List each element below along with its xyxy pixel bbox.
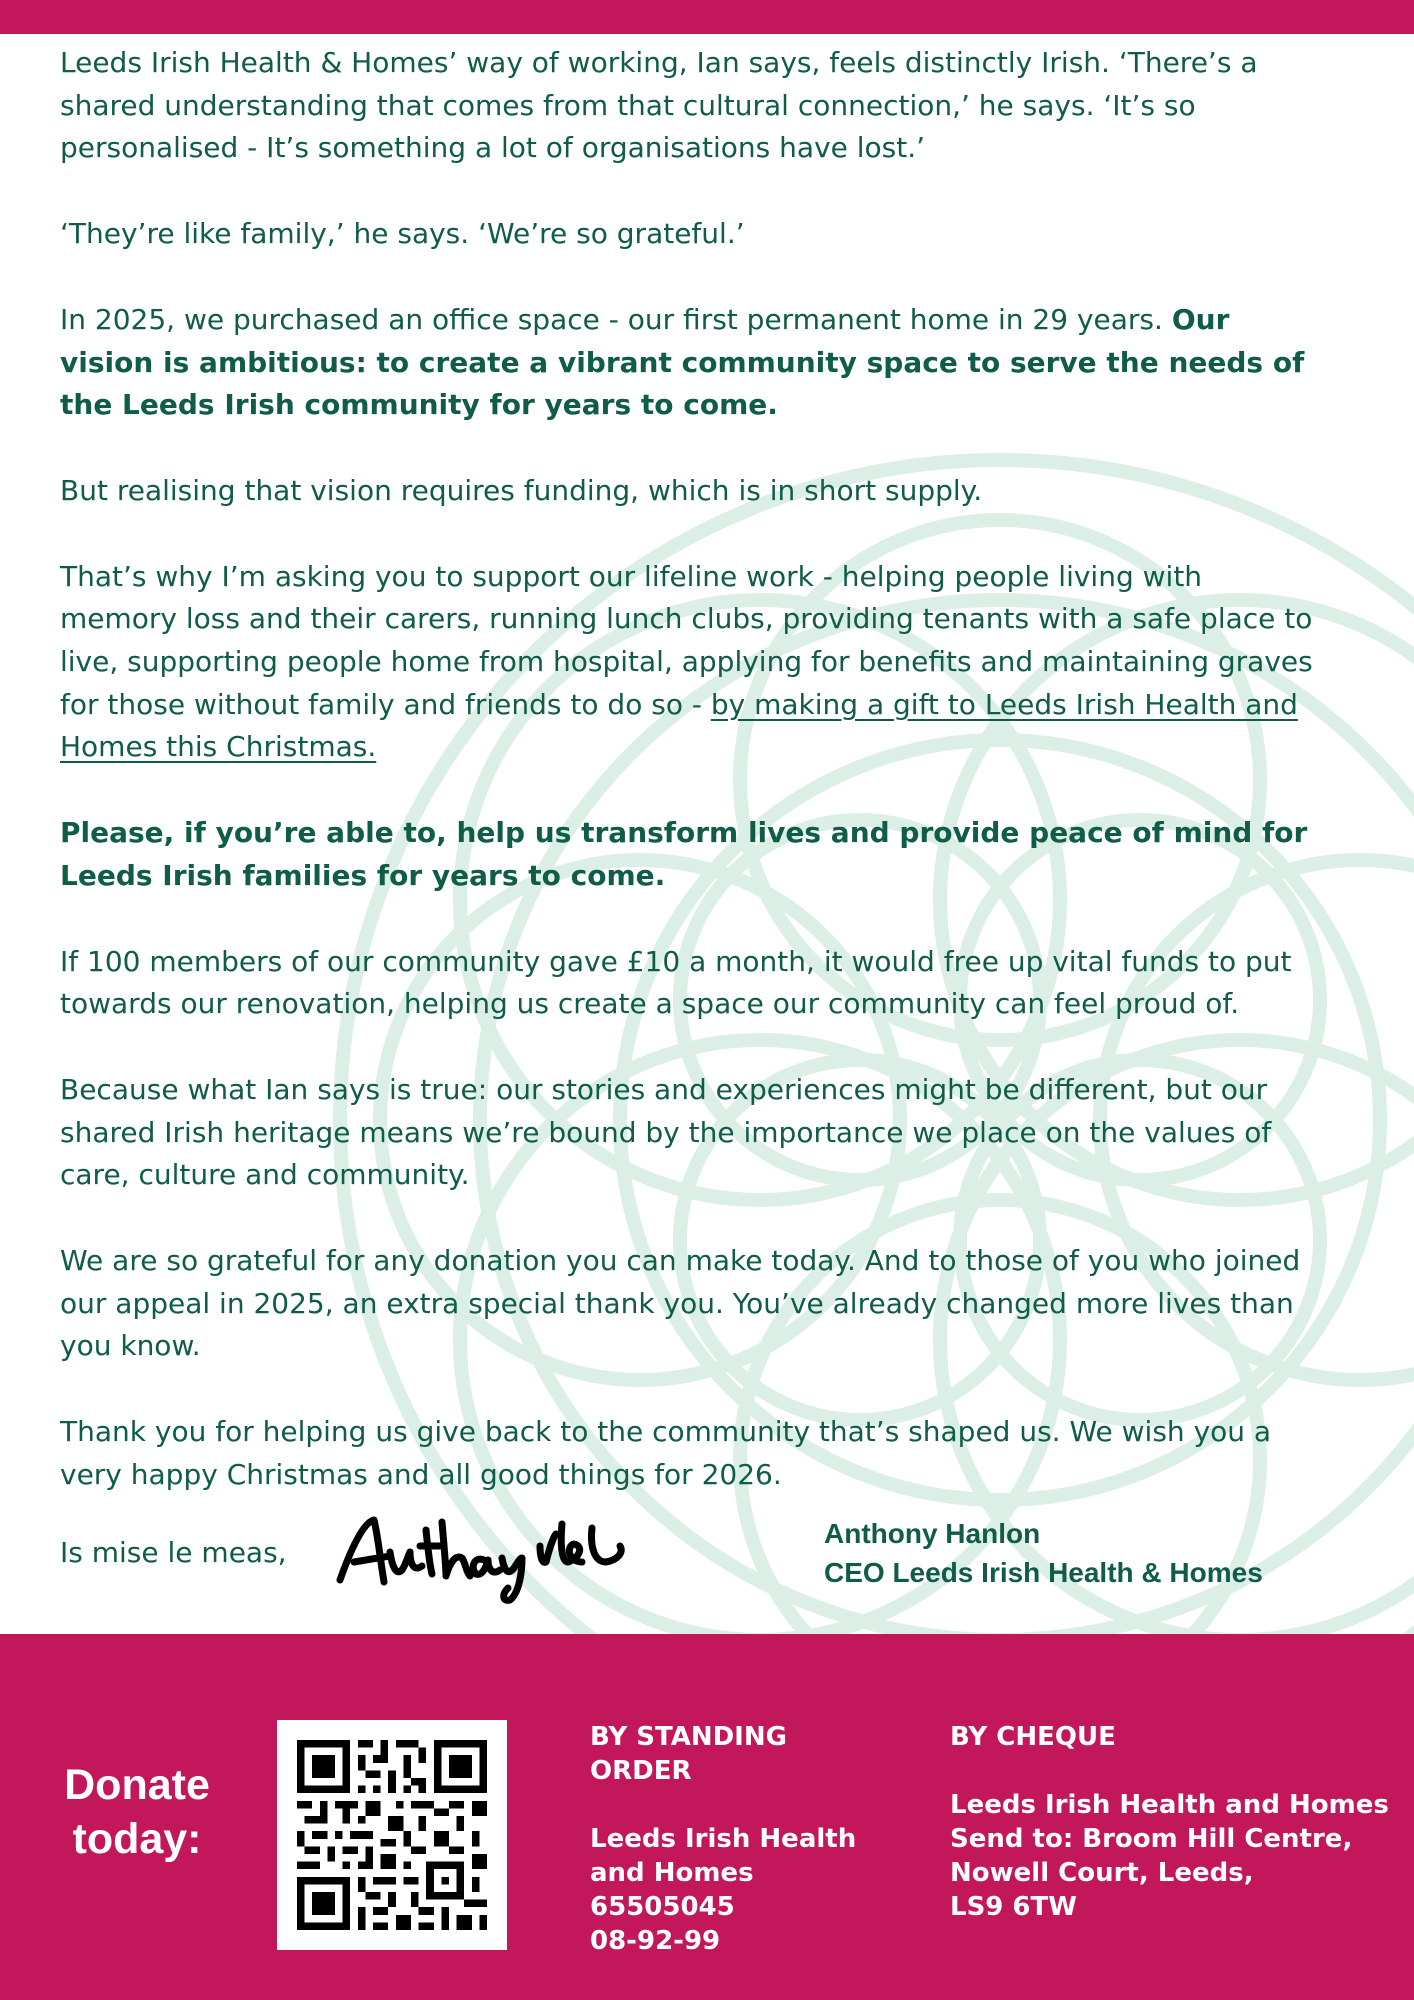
paragraph-please-help [60,812,1320,897]
paragraph-office-space [60,299,1320,427]
gift-link[interactable]: by making a gift to Leeds Irish Health and Homes this Christmas. [60,687,1298,764]
signature-icon [334,1506,634,1606]
donation-qr-code[interactable] [277,1720,507,1950]
donate-heading [44,1758,230,1866]
letter-body [60,42,1320,1540]
standing-order-line: Leeds Irish Health [590,1824,857,1854]
signer-block [824,1514,1263,1592]
signer-name: Anthony Hanlon [824,1518,1041,1549]
cheque-details [950,1720,1390,1924]
cheque-address-line: Send to: Broom Hill Centre, [950,1824,1353,1854]
paragraph-ian-quote: Leeds Irish Health & Homes’ way of working, Ian says, feels distinctly Irish. ‘There’s a shared understanding that comes from that cultural connection,’ he says. ‘It’s so personalised - It’s something a lot of organisations have lost.’ [60,46,1258,165]
sort-code: 08-92-99 [590,1926,721,1956]
paragraph-like-family: ‘They’re like family,’ he says. ‘We’re so grateful.’ [60,217,745,251]
closing-salutation: Is mise le meas, [60,1536,287,1569]
signer-title: CEO Leeds Irish Health & Homes [824,1557,1263,1588]
donate-heading-line-1: Donate [64,1761,210,1809]
lifeline-work-text: That’s why I’m asking you to support our lifeline work - helping people living with memory loss and their carers, running lunch clubs, providing tenants with a safe place to live, supporting people home from hospital, applying for benefits and maintaining graves for those without family and friends to do so - [60,559,1313,721]
paragraph-shared-heritage: Because what Ian says is true: our stories and experiences might be different, but our shared Irish heritage means we’re bound by the importance we place on the values of care, culture and community. [60,1072,1272,1192]
cheque-postcode: LS9 6TW [950,1892,1077,1922]
paragraph-100-members: If 100 members of our community gave £10 a month, it would free up vital funds to put towards our renovation, helping us create a space our community can feel proud of. [60,944,1292,1021]
handwritten-signature [334,1506,634,1610]
paragraph-lifeline-work [60,556,1320,770]
vision-statement: Our vision is ambitious: to create a vibrant community space to serve the needs of the Leeds Irish community for years to come. [60,302,1305,422]
cheque-heading: BY CHEQUE [950,1722,1116,1752]
standing-order-heading: BY STANDING ORDER [590,1722,787,1786]
qr-code-icon [297,1740,487,1930]
paragraph-grateful: We are so grateful for any donation you can make today. And to those of you who joined our appeal in 2025, an extra special thank you. You’ve already changed more lives than you know. [60,1244,1301,1363]
please-help-text: Please, if you’re able to, help us transform lives and provide peace of mind for Leeds Irish families for years to come. [60,816,1308,892]
account-number: 65505045 [590,1892,735,1922]
donate-heading-line-2: today: [72,1815,202,1863]
donation-footer [0,1634,1414,2000]
standing-order-line: and Homes [590,1858,754,1888]
office-space-text: In 2025, we purchased an office space - our first permanent home in 29 years. [60,302,1163,336]
paragraph-funding: But realising that vision requires funding, which is in short supply. [60,473,983,507]
standing-order-details [590,1720,890,1958]
cheque-address-line: Nowell Court, Leeds, [950,1858,1254,1888]
cheque-payee: Leeds Irish Health and Homes [950,1790,1389,1820]
paragraph-thank-you: Thank you for helping us give back to the community that’s shaped us. We wish you a very happy Christmas and all good things for 2026. [60,1415,1272,1491]
